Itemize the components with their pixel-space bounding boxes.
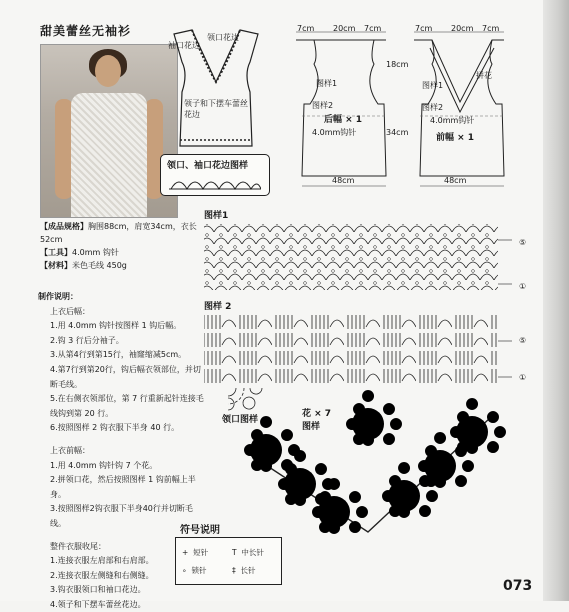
legend-item: ‡ 长针 xyxy=(232,566,256,575)
back-pattern1-label: 图样1 xyxy=(316,79,338,88)
front-panel-name: 前幅 × 1 xyxy=(436,133,475,143)
chart1-marker-bottom: ① xyxy=(519,282,527,291)
chart1-mesh xyxy=(200,220,516,294)
spec-tool: 【工具】4.0mm 钩针 xyxy=(40,248,119,257)
back-step: 3.从第4行到第15行，袖窿缩减5cm。 xyxy=(50,350,187,360)
back-step: 6.按照图样 2 钩衣服下半身 40 行。 xyxy=(50,423,180,433)
back-right-dim-lower: 34cm xyxy=(386,128,409,137)
neck-chart-title: 领口图样 xyxy=(222,415,259,425)
finish-step: 4.领子和下摆车蕾丝花边。 xyxy=(50,599,146,609)
legend-item: + 短针 xyxy=(182,548,209,557)
chart2-marker-top: ⑤ xyxy=(519,336,527,345)
sketch-hem-label: 领子和下摆车蕾丝花边 xyxy=(184,99,248,119)
finish-title: 整件衣服收尾： xyxy=(50,541,106,551)
front-needle: 4.0mm钩针 xyxy=(430,116,475,125)
spec-size: 【成品规格】胸围88cm，肩宽34cm，衣长52cm xyxy=(40,222,197,244)
photo-top xyxy=(71,93,147,217)
page-number: 073 xyxy=(503,578,533,594)
legend-item: ∘ 锁针 xyxy=(182,566,207,575)
chart1-title: 图样1 xyxy=(204,211,229,221)
back-step: 2.钩 3 行后分袖子。 xyxy=(50,335,124,345)
book-spine xyxy=(543,0,569,601)
back-top-dim-right: 7cm xyxy=(364,24,382,33)
front-step: 1.用 4.0mm 钩针钩 7 个花。 xyxy=(50,460,158,470)
spec-material: 【材料】米色毛线 450g xyxy=(40,261,127,270)
finish-step: 1.连接衣服左肩部和右肩部。 xyxy=(50,556,154,566)
back-pattern2-label: 图样2 xyxy=(312,101,334,110)
sketch-cuff-label: 袖口花边 xyxy=(168,41,200,50)
instructions-heading: 制作说明： xyxy=(38,292,78,301)
front-top-dim-left: 7cm xyxy=(415,24,433,33)
back-right-dim-upper: 18cm xyxy=(386,60,409,69)
photo-face xyxy=(95,55,121,87)
model-photo xyxy=(40,44,178,218)
front-top-dim-right: 7cm xyxy=(482,24,500,33)
front-title: 上衣前幅： xyxy=(50,445,90,455)
collar-lace-title: 领口、袖口花边图样 xyxy=(167,161,249,171)
flower-subtitle: 图样 xyxy=(302,422,321,432)
finish-step: 3.钩衣服领口和袖口花边。 xyxy=(50,585,146,595)
legend xyxy=(175,537,282,585)
chart2-marker-bottom: ① xyxy=(519,373,527,382)
chart2-title: 图样 2 xyxy=(204,302,232,312)
front-top-dim-mid: 20cm xyxy=(451,24,474,33)
sketch-collar-label: 领口花边 xyxy=(207,33,239,42)
front-flower-label: 拼花 xyxy=(476,71,492,80)
back-step: 4.第7行到第20行，钩后幅衣领部位，并切断毛线。 xyxy=(50,364,201,389)
back-step: 5.在右侧衣领部位，第 7 行重新起针连接毛线钩到第 20 行。 xyxy=(50,394,204,418)
front-pattern2-label: 图样2 xyxy=(422,103,444,112)
finish-step: 2.连接衣服左侧缝和右侧缝。 xyxy=(50,570,154,580)
lace-chart xyxy=(169,175,261,191)
back-bottom-dim: 48cm xyxy=(332,176,355,185)
back-needle: 4.0mm钩针 xyxy=(312,128,357,137)
collar-lace-box xyxy=(160,154,270,196)
legend-item: T 中长针 xyxy=(232,548,264,557)
front-step: 2.拼领口花，然后按照图样 1 钩前幅上半身。 xyxy=(50,475,196,499)
front-step: 3.按照图样2钩衣服下半身40行并切断毛线。 xyxy=(50,504,193,528)
chart2-stitches xyxy=(200,311,516,389)
front-bottom-dim: 48cm xyxy=(444,176,467,185)
back-panel-schematic xyxy=(286,24,400,194)
back-top-dim-left: 7cm xyxy=(297,24,315,33)
specs-block xyxy=(40,220,200,272)
back-step: 1.用 4.0mm 钩针按图样 1 钩后幅。 xyxy=(50,321,182,331)
flower-title: 花 × 7 xyxy=(302,409,332,419)
back-title: 上衣后幅： xyxy=(50,306,90,316)
legend-title: 符号说明 xyxy=(180,525,220,536)
back-top-dim-mid: 20cm xyxy=(333,24,356,33)
back-panel-name: 后幅 × 1 xyxy=(324,115,363,125)
neck-flower-chart xyxy=(228,388,518,536)
front-pattern1-label: 图样1 xyxy=(422,81,444,90)
pattern-title: 甜美蕾丝无袖衫 xyxy=(40,24,132,38)
chart1-marker-top: ⑤ xyxy=(519,238,527,247)
